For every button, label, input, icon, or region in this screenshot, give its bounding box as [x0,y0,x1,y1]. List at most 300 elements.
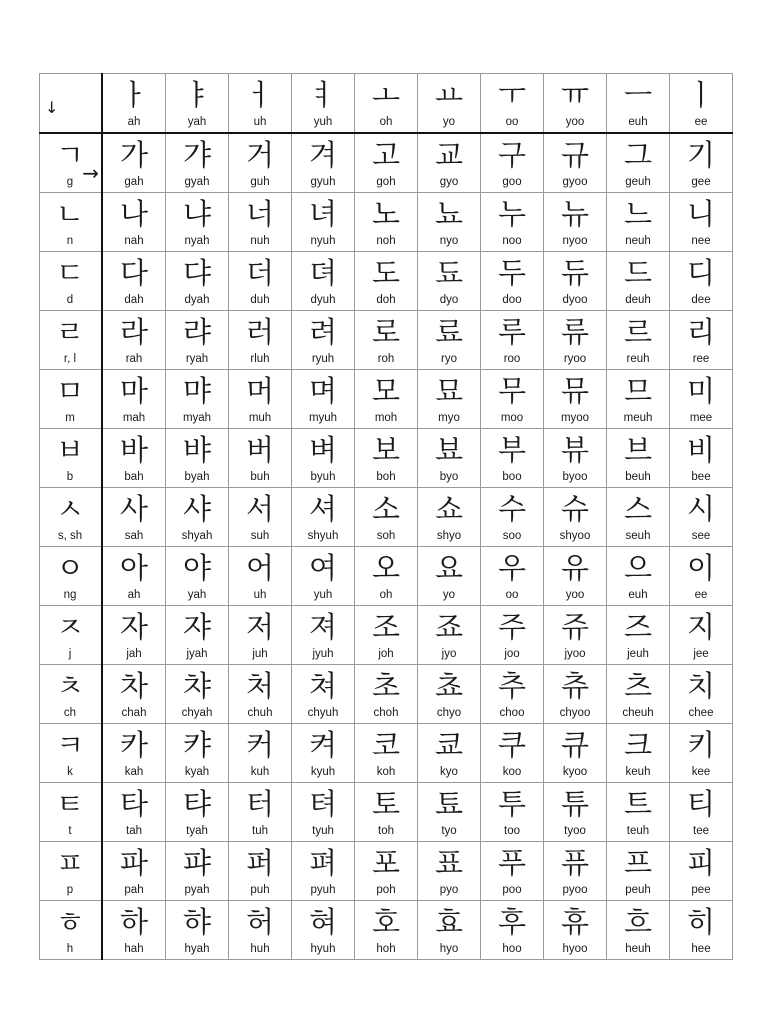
syllable-cell-inner [481,547,543,605]
syllable-hangul: 후 [497,905,526,939]
syllable-cell-inner [292,783,354,841]
syllable-hangul: 부 [497,433,526,467]
syllable-cell [670,370,733,429]
syllable-hangul: 기 [686,138,715,172]
syllable-hangul: 려 [308,315,337,349]
syllable-romanization: myoo [560,412,590,424]
syllable-hangul: 다 [119,256,148,290]
syllable-romanization: kyo [440,766,458,778]
syllable-cell-inner [418,606,480,664]
syllable-cell [607,488,670,547]
consonant-cell-inner [40,134,101,192]
syllable-cell-inner [292,252,354,310]
syllable-cell-inner [544,370,606,428]
syllable-romanization: tah [126,825,142,837]
syllable-cell-inner [229,783,291,841]
syllable-cell [670,429,733,488]
syllable-cell [544,724,607,783]
syllable-hangul: 크 [623,728,652,762]
syllable-cell-inner [481,134,543,192]
syllable-romanization: ryah [185,353,209,365]
syllable-cell-inner [166,842,228,900]
syllable-cell-inner [355,724,417,782]
syllable-romanization: jee [693,648,709,660]
vowel-header-cell [418,74,481,134]
syllable-romanization: yuh [313,589,333,601]
syllable-hangul: 요 [434,551,463,585]
syllable-romanization: moo [500,412,524,424]
syllable-hangul: 히 [686,905,715,939]
consonant-row [40,665,733,724]
syllable-cell [229,429,292,488]
syllable-hangul: 셔 [308,492,337,526]
syllable-cell-inner [229,724,291,782]
syllable-hangul: 여 [308,551,337,585]
syllable-cell [292,724,355,783]
syllable-hangul: 브 [623,433,652,467]
syllable-cell-inner [292,134,354,192]
syllable-hangul: 고 [371,138,400,172]
syllable-cell [355,370,418,429]
consonant-header-cell [40,370,103,429]
syllable-romanization: hoh [376,943,396,955]
consonant-row [40,783,733,842]
syllable-cell [102,606,166,665]
syllable-hangul: 느 [623,197,652,231]
syllable-hangul: 주 [497,610,526,644]
syllable-cell-inner [355,311,417,369]
syllable-romanization: pyuh [310,884,336,896]
syllable-cell-inner [544,842,606,900]
syllable-hangul: 스 [623,492,652,526]
consonant-jamo: ㅍ [55,846,84,880]
syllable-romanization: pah [124,884,144,896]
syllable-romanization: gyo [439,176,459,188]
syllable-cell-inner [544,252,606,310]
syllable-hangul: 터 [245,787,274,821]
syllable-hangul: 우 [497,551,526,585]
syllable-cell-inner [166,665,228,723]
syllable-cell [544,665,607,724]
syllable-cell-inner [607,370,669,428]
syllable-cell [355,488,418,547]
syllable-cell [670,193,733,252]
consonant-cell-inner [40,724,101,782]
vowel-cell-inner [418,74,480,132]
syllable-cell [292,193,355,252]
syllable-romanization: doh [376,294,396,306]
syllable-cell [229,193,292,252]
syllable-cell [607,133,670,193]
syllable-cell-inner [670,311,732,369]
syllable-hangul: 차 [119,669,148,703]
syllable-cell-inner [229,193,291,251]
syllable-romanization: beuh [625,471,651,483]
syllable-cell-inner [103,488,165,546]
syllable-cell [418,783,481,842]
syllable-hangul: 쳐 [308,669,337,703]
syllable-cell-inner [103,665,165,723]
vowel-header-cell [481,74,544,134]
syllable-romanization: byo [439,471,459,483]
syllable-romanization: suh [250,530,270,542]
syllable-cell [544,547,607,606]
syllable-cell-inner [670,901,732,959]
syllable-cell [418,488,481,547]
syllable-hangul: 탸 [182,787,211,821]
consonant-header-cell [40,901,103,960]
syllable-cell [544,133,607,193]
syllable-romanization: jyoo [564,648,586,660]
syllable-cell-inner [418,547,480,605]
syllable-romanization: roo [503,353,521,365]
syllable-cell-inner [670,429,732,487]
syllable-cell-inner [103,547,165,605]
syllable-cell [670,252,733,311]
syllable-hangul: 거 [245,138,274,172]
syllable-cell [292,901,355,960]
syllable-hangul: 그 [623,138,652,172]
syllable-hangul: 쇼 [434,492,463,526]
syllable-hangul: 며 [308,374,337,408]
syllable-cell-inner [103,193,165,251]
syllable-romanization: tee [693,825,709,837]
syllable-romanization: ree [692,353,710,365]
syllable-romanization: too [504,825,520,837]
syllable-cell-inner [229,842,291,900]
syllable-hangul: 냐 [182,197,211,231]
syllable-romanization: keuh [625,766,651,778]
vowel-header-cell [355,74,418,134]
syllable-hangul: 퍼 [245,846,274,880]
syllable-cell-inner [607,547,669,605]
vowel-romanization: ee [694,116,708,128]
syllable-cell [607,606,670,665]
syllable-romanization: neuh [625,235,651,247]
syllable-cell-inner [607,252,669,310]
consonant-romanization: ng [63,589,77,601]
consonant-cell-inner [40,429,101,487]
syllable-cell-inner [292,547,354,605]
syllable-cell-inner [544,606,606,664]
syllable-hangul: 샤 [182,492,211,526]
syllable-romanization: seuh [625,530,651,542]
consonant-romanization: h [66,943,74,955]
vowel-jamo: ㅗ [371,78,400,112]
syllable-romanization: gyoo [562,176,588,188]
syllable-hangul: 쥬 [560,610,589,644]
consonant-header-cell [40,783,103,842]
syllable-table [39,73,733,960]
syllable-cell-inner [544,311,606,369]
syllable-hangul: 초 [371,669,400,703]
syllable-cell [292,252,355,311]
syllable-cell-inner [481,488,543,546]
syllable-romanization: myah [182,412,212,424]
syllable-hangul: 표 [434,846,463,880]
consonant-romanization: m [65,412,75,424]
syllable-hangul: 휴 [560,905,589,939]
syllable-romanization: poo [502,884,522,896]
syllable-cell-inner [229,606,291,664]
syllable-cell [102,665,166,724]
syllable-romanization: myo [438,412,460,424]
syllable-hangul: 추 [497,669,526,703]
syllable-cell [544,429,607,488]
syllable-cell-inner [229,665,291,723]
syllable-romanization: byuh [310,471,336,483]
syllable-romanization: hyah [184,943,210,955]
vowel-cell-inner [229,74,291,132]
syllable-hangul: 이 [686,551,715,585]
syllable-cell [229,783,292,842]
syllable-cell-inner [355,842,417,900]
syllable-hangul: 마 [119,374,148,408]
syllable-hangul: 키 [686,728,715,762]
syllable-cell [355,665,418,724]
syllable-hangul: 묘 [434,374,463,408]
syllable-cell-inner [544,547,606,605]
syllable-cell-inner [607,488,669,546]
syllable-cell [166,193,229,252]
syllable-romanization: soh [376,530,396,542]
consonant-row [40,842,733,901]
syllable-cell [166,488,229,547]
syllable-hangul: 녀 [308,197,337,231]
syllable-hangul: 디 [686,256,715,290]
syllable-romanization: ryuh [311,353,335,365]
syllable-cell-inner [418,724,480,782]
syllable-cell [355,311,418,370]
syllable-romanization: joh [378,648,394,660]
syllable-cell-inner [355,547,417,605]
syllable-romanization: hoo [502,943,522,955]
syllable-hangul: 뮤 [560,374,589,408]
syllable-romanization: jah [126,648,142,660]
syllable-cell-inner [670,724,732,782]
syllable-hangul: 도 [371,256,400,290]
consonant-header-cell [40,547,103,606]
vowel-header-cell [166,74,229,134]
syllable-cell-inner [544,488,606,546]
syllable-cell-inner [103,134,165,192]
syllable-cell [166,547,229,606]
syllable-cell [102,547,166,606]
syllable-hangul: 쿠 [497,728,526,762]
syllable-cell [355,133,418,193]
syllable-cell-inner [670,370,732,428]
syllable-cell [102,724,166,783]
consonant-row [40,193,733,252]
syllable-cell [102,488,166,547]
syllable-hangul: 겨 [308,138,337,172]
syllable-cell-inner [166,724,228,782]
syllable-romanization: kyah [184,766,210,778]
syllable-cell [418,370,481,429]
arrow-right-icon: → [82,161,99,185]
syllable-cell-inner [355,370,417,428]
syllable-hangul: 처 [245,669,274,703]
consonant-cell-inner [40,252,101,310]
syllable-cell [418,133,481,193]
syllable-hangul: 교 [434,138,463,172]
syllable-hangul: 흐 [623,905,652,939]
consonant-cell-inner [40,901,101,959]
syllable-hangul: 효 [434,905,463,939]
syllable-romanization: sah [124,530,144,542]
syllable-romanization: myuh [308,412,338,424]
syllable-cell [102,133,166,193]
syllable-cell-inner [607,134,669,192]
syllable-romanization: nuh [250,235,270,247]
syllable-cell [355,193,418,252]
syllable-hangul: 뷰 [560,433,589,467]
syllable-romanization: kah [124,766,144,778]
syllable-cell-inner [103,429,165,487]
consonant-romanization: g [66,176,74,188]
syllable-romanization: shyah [181,530,213,542]
syllable-cell [544,606,607,665]
syllable-cell-inner [544,783,606,841]
syllable-cell [292,842,355,901]
syllable-hangul: 오 [371,551,400,585]
consonant-jamo: ㄹ [55,315,84,349]
syllable-hangul: 티 [686,787,715,821]
consonant-jamo: ㅇ [55,551,84,585]
consonant-romanization: r, l [63,353,77,365]
syllable-hangul: 조 [371,610,400,644]
syllable-hangul: 버 [245,433,274,467]
consonant-header-cell [40,429,103,488]
syllable-hangul: 지 [686,610,715,644]
syllable-romanization: peuh [625,884,651,896]
consonant-cell-inner [40,783,101,841]
vowel-cell-inner [103,74,165,132]
syllable-cell [166,606,229,665]
consonant-romanization: t [68,825,72,837]
syllable-hangul: 슈 [560,492,589,526]
syllable-romanization: chah [121,707,147,719]
syllable-romanization: boo [502,471,522,483]
syllable-cell-inner [481,429,543,487]
syllable-hangul: 무 [497,374,526,408]
syllable-cell-inner [166,547,228,605]
consonant-header-cell [40,311,103,370]
syllable-hangul: 캬 [182,728,211,762]
consonant-row [40,311,733,370]
consonant-header-cell [40,842,103,901]
syllable-hangul: 서 [245,492,274,526]
syllable-hangul: 가 [119,138,148,172]
syllable-romanization: kuh [250,766,270,778]
syllable-cell-inner [355,901,417,959]
syllable-cell [670,606,733,665]
syllable-romanization: duh [250,294,270,306]
syllable-hangul: 어 [245,551,274,585]
syllable-cell [481,901,544,960]
syllable-romanization: oh [379,589,393,601]
syllable-hangul: 리 [686,315,715,349]
syllable-hangul: 사 [119,492,148,526]
consonant-romanization: s, sh [57,530,83,542]
syllable-romanization: deuh [625,294,651,306]
syllable-hangul: 누 [497,197,526,231]
syllable-hangul: 푸 [497,846,526,880]
syllable-cell [292,370,355,429]
syllable-cell-inner [544,901,606,959]
consonant-row [40,547,733,606]
syllable-hangul: 머 [245,374,274,408]
syllable-hangul: 켜 [308,728,337,762]
consonant-romanization: k [67,766,73,778]
consonant-cell-inner [40,606,101,664]
vowel-romanization: oh [379,116,393,128]
syllable-hangul: 쿄 [434,728,463,762]
syllable-cell-inner [607,783,669,841]
syllable-romanization: dyah [184,294,210,306]
syllable-romanization: meuh [623,412,653,424]
syllable-romanization: pyah [184,884,210,896]
syllable-romanization: pee [691,884,711,896]
syllable-cell-inner [418,311,480,369]
syllable-cell-inner [607,842,669,900]
syllable-romanization: shyuh [307,530,339,542]
syllable-cell-inner [670,842,732,900]
syllable-cell-inner [418,665,480,723]
syllable-cell [229,665,292,724]
syllable-cell [481,842,544,901]
vowel-header-cell [292,74,355,134]
syllable-romanization: yoo [565,589,585,601]
syllable-cell [418,724,481,783]
vowel-header-cell [607,74,670,134]
consonant-jamo: ㅋ [55,728,84,762]
syllable-romanization: kyoo [562,766,588,778]
vowel-romanization: yuh [313,116,333,128]
syllable-cell-inner [418,370,480,428]
corner-cell [40,74,103,134]
consonant-jamo: ㅎ [55,905,84,939]
syllable-cell [607,547,670,606]
syllable-cell [544,901,607,960]
syllable-cell-inner [166,370,228,428]
syllable-cell [418,606,481,665]
syllable-cell-inner [607,665,669,723]
syllable-cell [670,488,733,547]
consonant-romanization: n [66,235,74,247]
syllable-cell [229,724,292,783]
consonant-row [40,901,733,960]
consonant-jamo: ㅌ [55,787,84,821]
syllable-cell [102,252,166,311]
syllable-romanization: dyoo [562,294,588,306]
syllable-romanization: tyuh [312,825,334,837]
vowel-cell-inner [355,74,417,132]
syllable-hangul: 타 [119,787,148,821]
vowel-romanization: yoo [565,116,585,128]
vowel-jamo: ㅓ [245,78,274,112]
syllable-cell [355,724,418,783]
syllable-cell [355,783,418,842]
consonant-header-cell [40,193,103,252]
syllable-cell-inner [229,488,291,546]
syllable-cell [607,429,670,488]
consonant-cell-inner [40,547,101,605]
syllable-cell [418,901,481,960]
syllable-hangul: 치 [686,669,715,703]
syllable-cell [481,606,544,665]
syllable-hangul: 챠 [182,669,211,703]
